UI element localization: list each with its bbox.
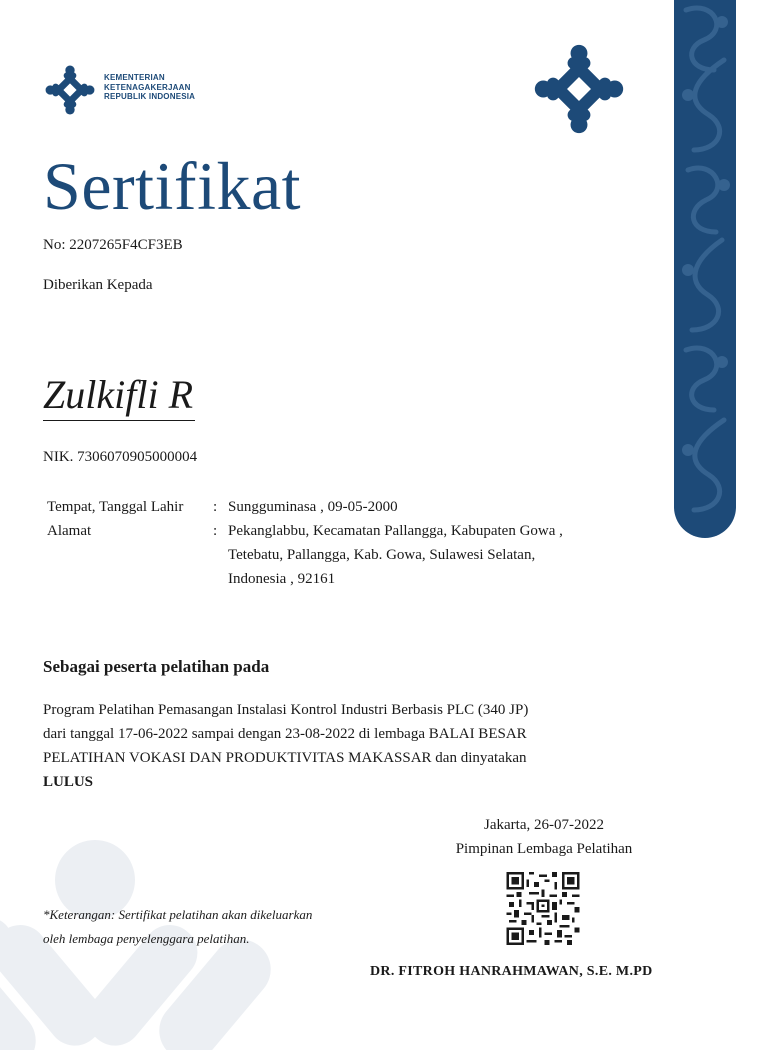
ministry-line-2: KETENAGAKERJAAN [104,82,191,92]
birth-row [47,495,647,519]
footer-note [43,903,312,951]
note-line-1: *Keterangan: Sertifikat pelatihan akan dikeluarkan [43,907,313,922]
certificate-number: No: 2207265F4CF3EB [43,237,183,253]
given-to-label: Diberikan Kepada [43,277,153,293]
recipient-name: Zulkifli R [43,370,195,421]
birth-value: Sungguminasa , 09-05-2000 [228,499,398,515]
birth-colon: : [213,499,218,515]
qr-code-icon [504,872,582,945]
training-description [43,698,633,794]
personal-details [47,495,647,591]
decorative-band [674,0,736,538]
address-colon: : [213,523,218,539]
address-label: Alamat [47,523,92,539]
ministry-emblem-large-icon [528,42,630,136]
nik-number: NIK. 7306070905000004 [43,449,198,465]
training-heading: Sebagai peserta pelatihan pada [43,657,270,676]
training-line-2: dari tanggal 17-06-2022 sampai dengan 23-08-2022 di lembaga BALAI BESAR [43,726,527,742]
address-line-1: Pekanglabbu, Kecamatan Pallangga, Kabupaten Gowa , [228,523,563,539]
address-value [228,519,628,591]
ministry-emblem-icon [44,64,96,116]
batik-pattern-icon [674,0,736,538]
training-line-3: PELATIHAN VOKASI DAN PRODUKTIVITAS MAKASSAR dan dinyatakan [43,750,527,766]
address-line-2: Tetebatu, Pallangga, Kab. Gowa, Sulawesi Selatan, [228,547,536,563]
ministry-name [104,73,195,102]
ministry-line-3: REPUBLIK INDONESIA [104,92,196,101]
ministry-line-1: KEMENTERIAN [104,73,165,82]
signer-name: DR. FITROH HANRAHMAWAN, S.E. M.PD [370,964,653,979]
signature-header [440,813,648,861]
training-result: LULUS [43,774,94,790]
certificate-title: Sertifikat [43,148,302,224]
address-line-3: Indonesia , 92161 [228,571,336,587]
note-line-2: oleh lembaga penyelenggara pelatihan. [43,931,250,946]
address-row [47,519,647,591]
signer-role: Pimpinan Lembaga Pelatihan [455,841,633,857]
place-date: Jakarta, 26-07-2022 [484,817,604,833]
birth-label: Tempat, Tanggal Lahir [47,499,184,515]
training-line-1: Program Pelatihan Pemasangan Instalasi Kontrol Industri Berbasis PLC (340 JP) [43,702,529,718]
